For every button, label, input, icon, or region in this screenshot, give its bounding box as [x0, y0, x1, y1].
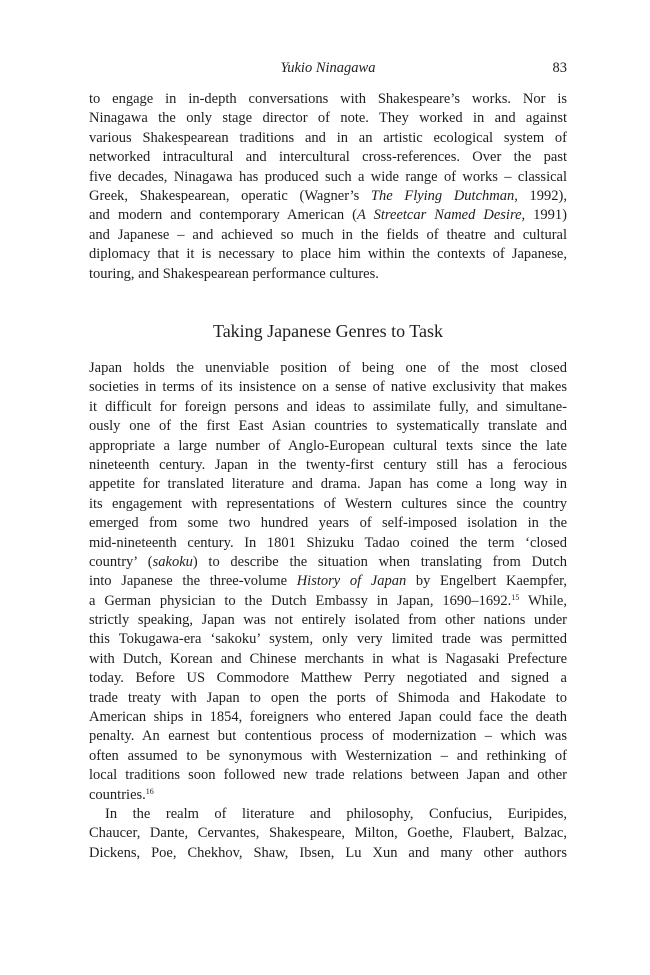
italic-title: A Streetcar Named Desire, — [357, 207, 526, 224]
text-line: to engage in in-depth conversations with Shakespeare’s works. Nor is — [89, 91, 567, 107]
text-line: five decades, Ninagawa has produced such a wide range of works – classical — [89, 168, 567, 185]
footnote-ref: 16 — [145, 786, 154, 796]
text-line: penalty. An earnest but contentious process of modernization – which was — [89, 728, 567, 745]
text-line: various Shakespearean traditions and in an artistic ecological system of — [89, 129, 567, 146]
text-line: into Japanese the three-volume History of Japan by Engelbert Kaempfer, — [89, 573, 568, 590]
text-line: societies in terms of its insistence on a sense of native exclusivity that makes — [89, 379, 567, 396]
text-line: a German physician to the Dutch Embassy in Japan, 1690–1692.15 While, — [89, 592, 567, 609]
paragraph-2 — [89, 359, 567, 805]
text-line: Japan holds the unenviable position of being one of the most closed — [89, 360, 567, 376]
running-head — [89, 58, 567, 78]
text-line: touring, and Shakespearean performance cultures. — [89, 265, 379, 282]
text-line: diplomacy that it is necessary to place him within the contexts of Japanese, — [89, 246, 567, 263]
text-line: Dickens, Poe, Chekhov, Shaw, Ibsen, Lu Xun and many other authors — [89, 844, 567, 861]
text-line: it difficult for foreign persons and ideas to assimilate fully, and simultane- — [89, 398, 567, 415]
text-line: mid-nineteenth century. In 1801 Shizuku Tadao coined the term ‘closed — [89, 534, 567, 551]
text-line: local traditions soon followed new trade relations between Japan and other — [89, 767, 567, 784]
text-line: appropriate a large number of Anglo-European cultural texts since the late — [89, 437, 567, 454]
text-line: Ninagawa the only stage director of note. They worked in and against — [89, 110, 567, 127]
text-line: country’ (sakoku) to describe the situation when translating from Dutch — [89, 553, 568, 570]
footnote-ref: 15 — [511, 592, 520, 602]
section-heading: Taking Japanese Genres to Task — [212, 321, 444, 341]
text-line: Greek, Shakespearean, operatic (Wagner’s The Flying Dutchman, 1992), — [89, 187, 567, 204]
text-line: strictly speaking, Japan was not entirely isolated from other nations under — [89, 612, 567, 629]
text-line: often assumed to be synonymous with Westernization – and rethinking of — [89, 747, 567, 764]
text-line: ously one of the first East Asian countries to systematically translate and — [89, 418, 567, 435]
text-line: nineteenth century. Japan in the twenty-first century still has a ferocious — [89, 456, 567, 473]
text-line: emerged from some two hundred years of self-imposed isolation in the — [89, 515, 567, 532]
text-line: appetite for translated literature and drama. Japan has come a long way in — [89, 476, 567, 493]
text-line: today. Before US Commodore Matthew Perry negotiated and signed a — [89, 670, 567, 687]
italic-title: The Flying Dutchman — [370, 187, 515, 204]
paragraph-1 — [89, 90, 567, 284]
text-line: and Japanese – and achieved so much in the fields of theatre and cultural — [89, 226, 567, 243]
text-line: countries.$^{16}$ — [89, 786, 154, 803]
text-line: this Tokugawa-era ‘sakoku’ system, only very limited trade was permitted — [89, 631, 567, 648]
text-line: and modern and contemporary American (A Streetcar Named Desire, 1991) — [89, 207, 567, 224]
text-line: networked intracultural and intercultural cross-references. Over the past — [89, 149, 567, 166]
text-line: trade treaty with Japan to open the ports of Shimoda and Hakodate to — [89, 689, 567, 706]
text-line: American ships in 1854, foreigners who entered Japan could face the death — [89, 709, 567, 726]
page-number: 83 — [552, 60, 567, 76]
text-line: its engagement with representations of Western cultures since the country — [89, 495, 567, 512]
text-line: In the realm of literature and philosophy, Confucius, Euripides, — [105, 806, 567, 822]
text-line: Chaucer, Dante, Cervantes, Shakespeare, Milton, Goethe, Flaubert, Balzac, — [89, 825, 567, 842]
italic-title: History of Japan — [296, 573, 407, 590]
italic-title: sakoku — [152, 553, 193, 570]
paragraph-3 — [89, 805, 567, 863]
text-line: with Dutch, Korean and Chinese merchants in what is Nagasaki Prefecture — [89, 650, 567, 667]
running-title: Yukio Ninagawa — [280, 60, 376, 76]
